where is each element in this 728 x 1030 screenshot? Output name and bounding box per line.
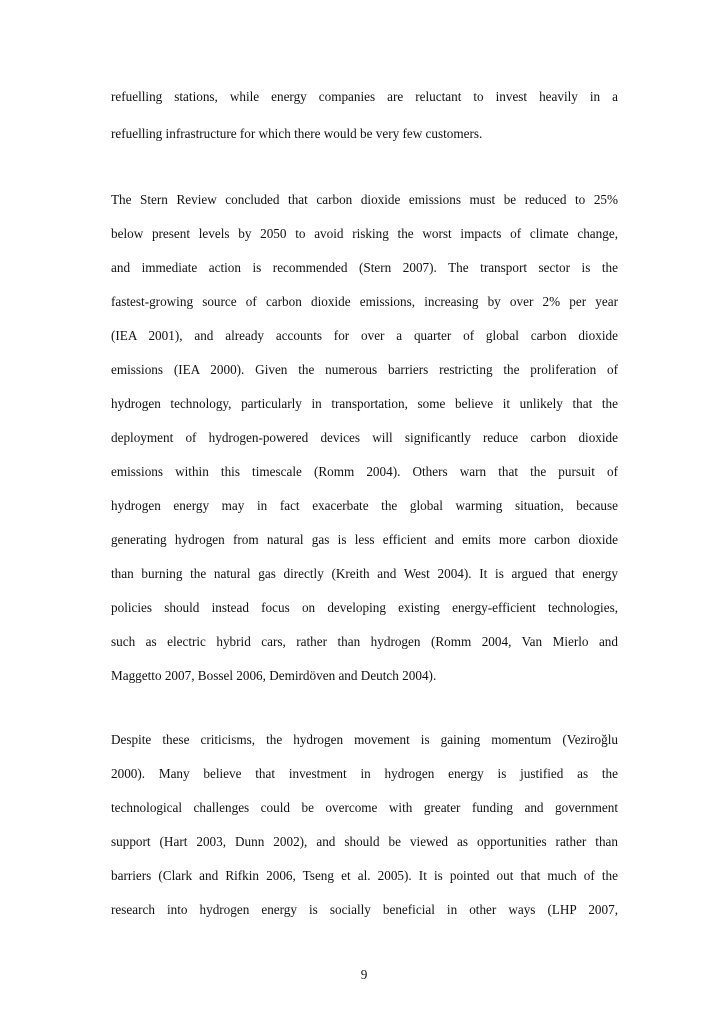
text-line: deployment of hydrogen-powered devices will significantly reduce carbon dioxide [111,430,618,445]
text-line: below present levels by 2050 to avoid risking the worst impacts of climate change, [111,226,618,241]
text-line: Despite these criticisms, the hydrogen movement is gaining momentum (Veziroğlu [111,732,618,747]
text-line: (IEA 2001), and already accounts for over a quarter of global carbon dioxide [111,328,618,343]
text-line: generating hydrogen from natural gas is less efficient and emits more carbon dioxide [111,532,618,547]
text-line: barriers (Clark and Rifkin 2006, Tseng et al. 2005). It is pointed out that much of the [111,868,618,883]
text-line: support (Hart 2003, Dunn 2002), and should be viewed as opportunities rather than [111,834,618,849]
text-line: fastest-growing source of carbon dioxide emissions, increasing by over 2% per year [111,294,618,309]
text-line: policies should instead focus on developing existing energy-efficient technologies, [111,600,618,615]
text-line: such as electric hybrid cars, rather than hydrogen (Romm 2004, Van Mierlo and [111,634,618,649]
text-line: refuelling stations, while energy companies are reluctant to invest heavily in a [111,89,618,104]
text-line: than burning the natural gas directly (Kreith and West 2004). It is argued that energy [111,566,618,581]
text-line: technological challenges could be overcome with greater funding and government [111,800,618,815]
text-line: emissions (IEA 2000). Given the numerous barriers restricting the proliferation of [111,362,618,377]
text-line: 2000). Many believe that investment in hydrogen energy is justified as the [111,766,618,781]
text-line: and immediate action is recommended (Stern 2007). The transport sector is the [111,260,618,275]
text-line: hydrogen technology, particularly in transportation, some believe it unlikely that the [111,396,618,411]
text-line: emissions within this timescale (Romm 2004). Others warn that the pursuit of [111,464,618,479]
text-line: hydrogen energy may in fact exacerbate the global warming situation, because [111,498,618,513]
text-line: research into hydrogen energy is socially beneficial in other ways (LHP 2007, [111,902,618,917]
text-line: refuelling infrastructure for which there would be very few customers. [111,126,483,141]
text-line: Maggetto 2007, Bossel 2006, Demirdöven and Deutch 2004). [111,668,437,683]
text-line: The Stern Review concluded that carbon dioxide emissions must be reduced to 25% [111,192,618,207]
page-number: 9 [360,967,368,982]
